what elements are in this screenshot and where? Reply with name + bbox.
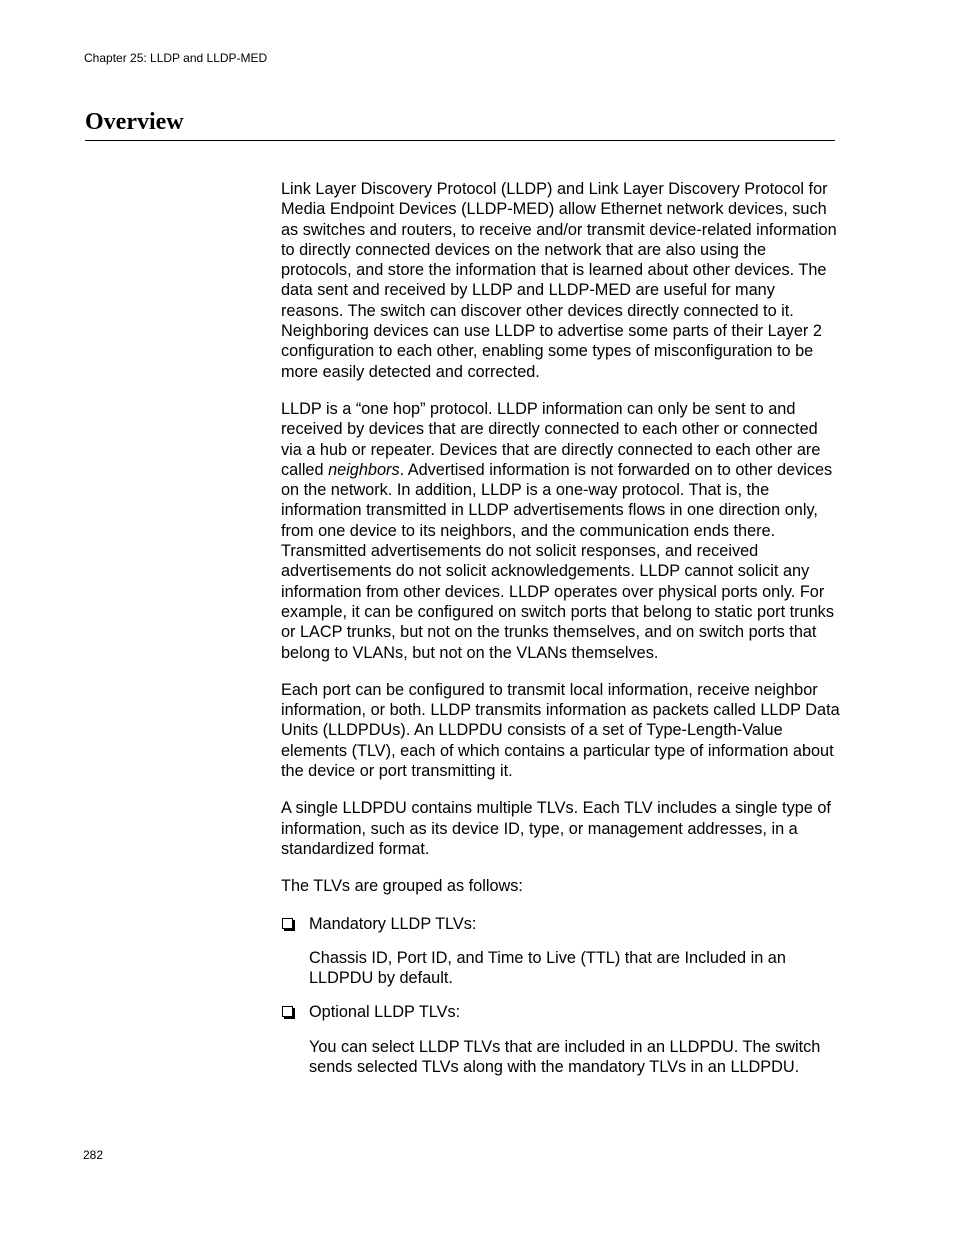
bullet-mandatory-tlvs bbox=[281, 914, 841, 934]
bullet-optional-tlvs bbox=[281, 1002, 841, 1022]
page-number: 282 bbox=[83, 1148, 104, 1162]
paragraph-lldpdu: A single LLDPDU contains multiple TLVs. Each TLV includes a single type of information, such as its device ID, type, or management addresses, in a standardized format. bbox=[281, 799, 831, 858]
section-title: Overview bbox=[85, 109, 184, 135]
checkbox-bullet-icon bbox=[282, 1006, 293, 1017]
bullet-description: Chassis ID, Port ID, and Time to Live (TTL) that are Included in an LLDPDU by default. bbox=[309, 948, 786, 988]
paragraph-port-config: Each port can be configured to transmit local information, receive neighbor information, or both. LLDP transmits information as packets called LLDP Data Units (LLDPDUs). An LLDPDU consists of a set of Type-Length-Value elements (TLV), each of which contains a particular type of information about the device or port transmitting it. bbox=[281, 680, 840, 781]
paragraph-intro: Link Layer Discovery Protocol (LLDP) and Link Layer Discovery Protocol for Media Endpoint Devices (LLDP-MED) allow Ethernet network devices, such as switches and routers, to receive and/or transmit device-related information to directly connected devices on the network that are also using the protocols, and store the information that is learned about other devices. The data sent and received by LLDP and LLDP-MED are useful for many reasons. The switch can discover other devices directly connected to it. Neighboring devices can use LLDP to advertise some parts of their Layer 2 configuration to each other, enabling some types of misconfiguration to be more easily detected and corrected. bbox=[281, 180, 837, 381]
paragraph-one-hop bbox=[281, 399, 841, 663]
bullet-description: You can select LLDP TLVs that are included in an LLDPDU. The switch sends selected TLVs along with the mandatory TLVs in an LLDPDU. bbox=[309, 1037, 821, 1076]
bullet-label: Optional LLDP TLVs: bbox=[309, 1003, 461, 1022]
paragraph-one-hop-part2: . Advertised information is not forwarded on to other devices on the network. In addition, LLDP is a one-way protocol. That is, the information transmitted in LLDP advertisements flows in one direction only, from one device to its neighbors, and the communication ends there. Transmitted advertisements do not solicit responses, and received advertisements do not solicit acknowledgements. LLDP cannot solicit any information from other devices. LLDP operates over physical ports only. For example, it can be configured on switch ports that belong to static port trunks or LACP trunks, but not on the trunks themselves, and on switch ports that belong to VLANs, but not on the VLANs themselves. bbox=[281, 460, 834, 662]
body-text bbox=[281, 179, 841, 1091]
title-divider bbox=[85, 140, 835, 141]
chapter-header: Chapter 25: LLDP and LLDP-MED bbox=[84, 51, 268, 65]
paragraph-one-hop-part1: LLDP is a “one hop” protocol. LLDP information can only be sent to and received by devices that are directly connected to each other or connected via a hub or repeater. Devices that are directly connected to each other are called bbox=[281, 399, 821, 479]
bullet-label: Mandatory LLDP TLVs: bbox=[309, 914, 477, 933]
paragraph-tlv-groups: The TLVs are grouped as follows: bbox=[281, 877, 523, 896]
checkbox-bullet-icon bbox=[282, 918, 293, 929]
neighbors-term: neighbors bbox=[328, 460, 400, 479]
